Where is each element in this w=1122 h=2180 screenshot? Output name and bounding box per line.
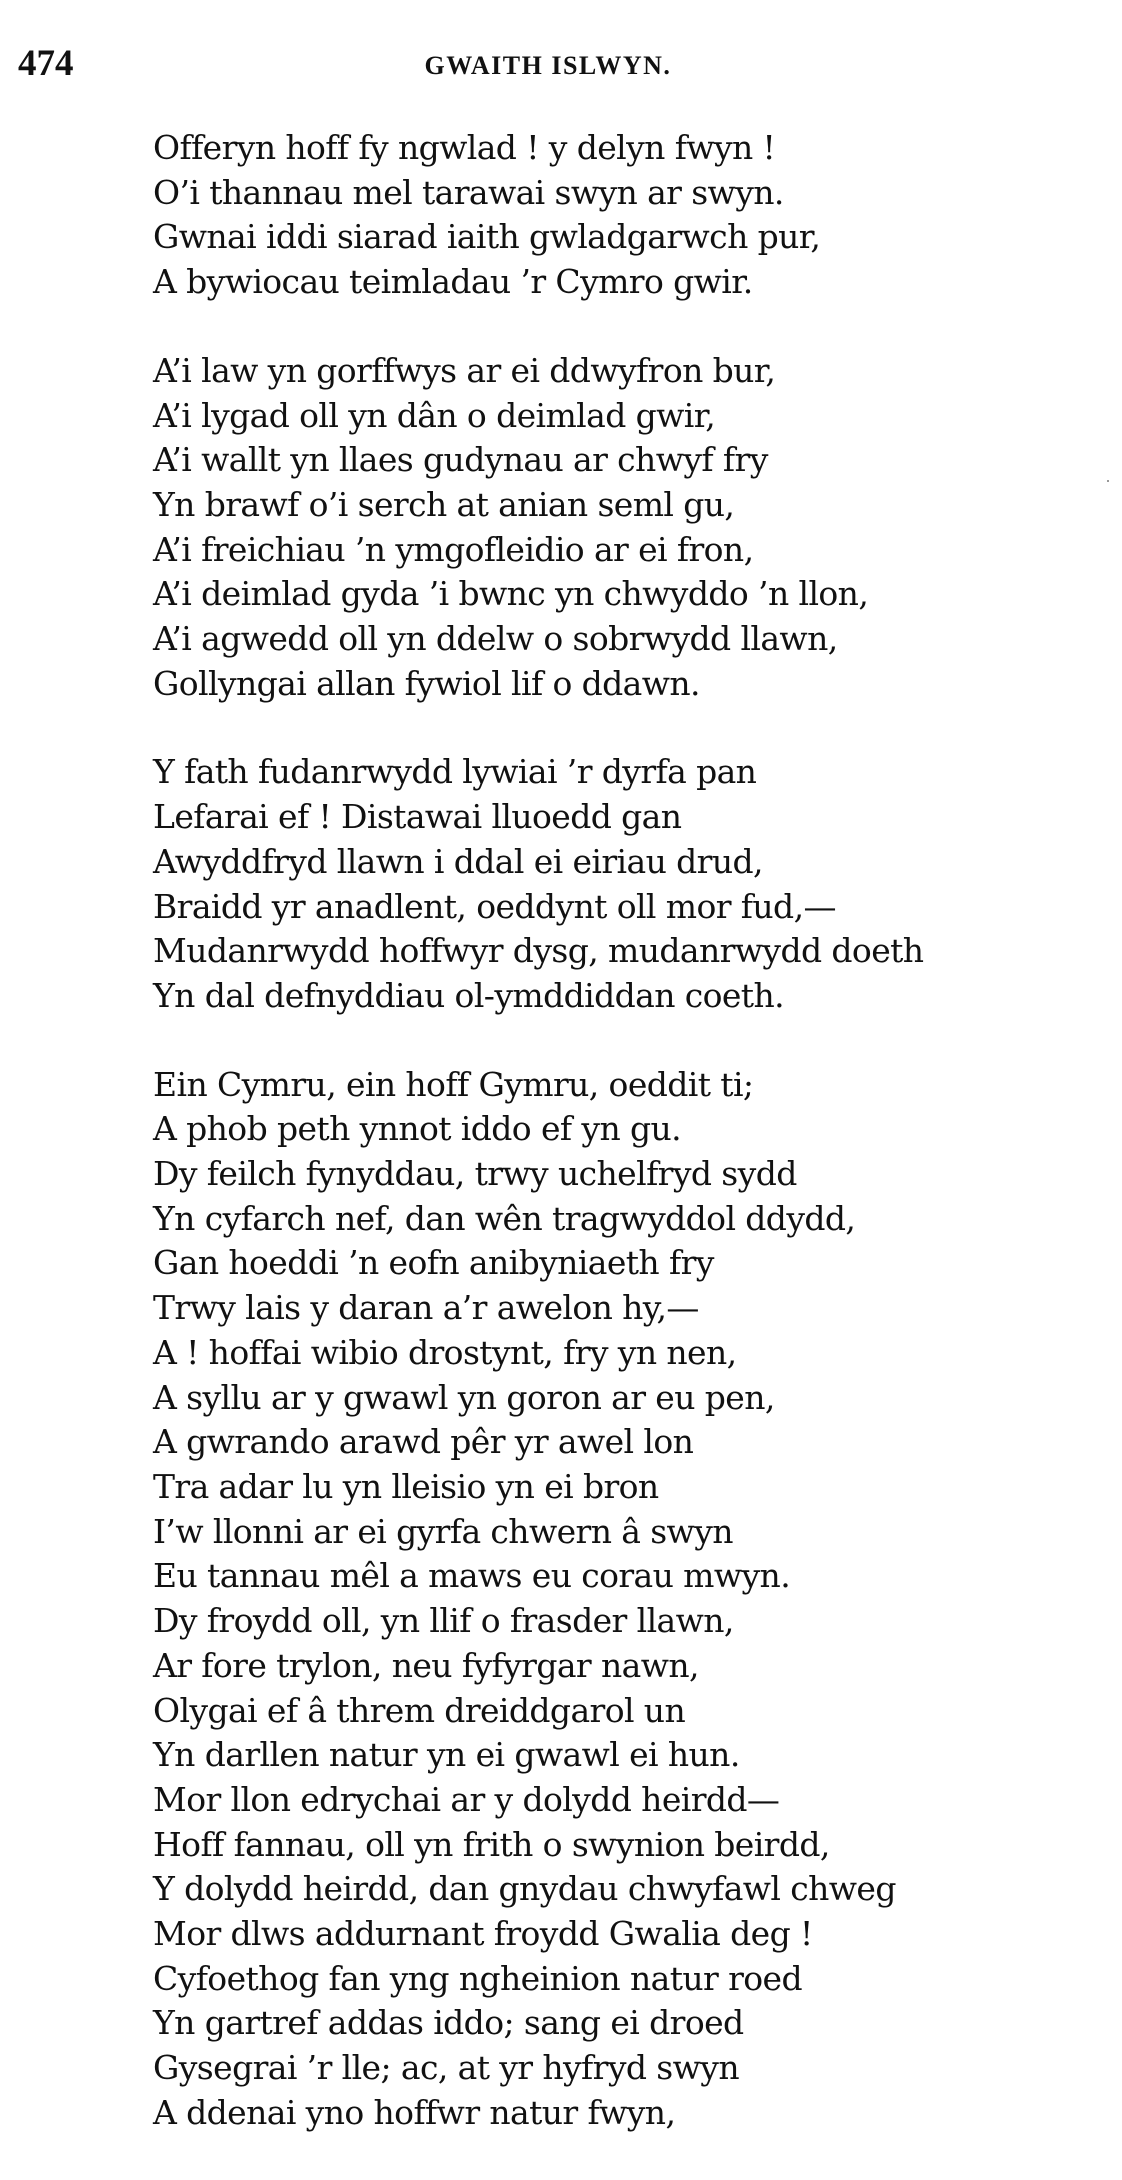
poem-line: Offeryn hoff fy ngwlad ! y delyn fwyn ! <box>153 128 776 167</box>
poem-line: A ! hoffai wibio drostynt, fry yn nen, <box>153 1332 737 1372</box>
poem-line: A’i deimlad gyda ’i bwnc yn chwyddo ’n llon, <box>153 574 869 614</box>
stanza <box>153 750 1113 1018</box>
poem-line: A’i lygad oll yn dân o deimlad gwir, <box>153 395 716 435</box>
poem-line: Lefarai ef ! Distawai lluoedd gan <box>153 797 682 837</box>
stanza <box>153 126 1113 305</box>
poem-line: Mudanrwydd hoffwyr dysg, mudanrwydd doeth <box>153 931 924 971</box>
margin-speck <box>1107 480 1109 482</box>
poem-line: Y fath fudanrwydd lywiai ’r dyrfa pan <box>153 752 757 792</box>
poem-line: Y dolydd heirdd, dan gnydau chwyfawl chweg <box>153 1869 896 1909</box>
stanza <box>153 1063 1113 2136</box>
poem-line: Braidd yr anadlent, oeddynt oll mor fud,— <box>153 886 836 926</box>
poem-line: A’i agwedd oll yn ddelw o sobrwydd llawn, <box>153 619 838 659</box>
poem-line: Dy froydd oll, yn llif o frasder llawn, <box>153 1601 734 1641</box>
poem-line: Gollyngai allan fywiol lif o ddawn. <box>153 663 700 703</box>
poem-line: A’i freichiau ’n ymgofleidio ar ei fron, <box>153 529 754 569</box>
poem-line: Dy feilch fynyddau, trwy uchelfryd sydd <box>153 1154 797 1194</box>
poem-line: Cyfoethog fan yng ngheinion natur roed <box>153 1958 802 1998</box>
poem-line: Olygai ef â threm dreiddgarol un <box>153 1690 686 1730</box>
poem-line: A phob peth ynnot iddo ef yn gu. <box>153 1109 682 1149</box>
poem-line: Hoff fannau, oll yn frith o swynion beirdd, <box>153 1824 830 1864</box>
poem-line: A ddenai yno hoffwr natur fwyn, <box>153 2092 676 2132</box>
page-number: 474 <box>18 43 74 84</box>
poem-line: A gwrando arawd pêr yr awel lon <box>153 1422 694 1462</box>
poem-line: Trwy lais y daran a’r awelon hy,— <box>153 1288 699 1328</box>
poem-line: Mor dlws addurnant froydd Gwalia deg ! <box>153 1914 813 1954</box>
poem-line: Yn dal defnyddiau ol-ymddiddan coeth. <box>153 975 785 1015</box>
stanza <box>153 349 1113 707</box>
running-title: GWAITH ISLWYN. <box>424 51 672 80</box>
poem-line: Yn brawf o’i serch at anian seml gu, <box>153 484 735 524</box>
poem-line: Tra adar lu yn lleisio yn ei bron <box>153 1466 659 1506</box>
poem-line: I’w llonni ar ei gyrfa chwern â swyn <box>153 1511 733 1551</box>
poem-line: Eu tannau mêl a maws eu corau mwyn. <box>153 1556 791 1596</box>
poem-line: Awyddfryd llawn i ddal ei eiriau drud, <box>153 841 763 881</box>
poem-line: Yn gartref addas iddo; sang ei droed <box>153 2003 744 2043</box>
poem-line: A syllu ar y gwawl yn goron ar eu pen, <box>153 1377 775 1417</box>
poem-line: Ar fore trylon, neu fyfyrgar nawn, <box>153 1645 699 1685</box>
poem-line: Yn darllen natur yn ei gwawl ei hun. <box>153 1735 740 1775</box>
poem-line: Ein Cymru, ein hoff Gymru, oeddit ti; <box>153 1064 754 1104</box>
poem-line: Gan hoeddi ’n eofn anibyniaeth fry <box>153 1243 714 1283</box>
poem-line: A’i wallt yn llaes gudynau ar chwyf fry <box>153 440 768 480</box>
poem-body <box>153 126 1113 2180</box>
poem-line: Mor llon edrychai ar y dolydd heirdd— <box>153 1779 780 1819</box>
poem-line: Yn cyfarch nef, dan wên tragwyddol ddydd, <box>153 1198 856 1238</box>
poem-line: A bywiocau teimladau ’r Cymro gwir. <box>153 262 753 302</box>
page-header <box>18 42 1078 86</box>
poem-line: A’i law yn gorffwys ar ei ddwyfron bur, <box>153 350 776 390</box>
poem-line: O’i thannau mel tarawai swyn ar swyn. <box>153 172 784 212</box>
poem-line: Gysegrai ’r lle; ac, at yr hyfryd swyn <box>153 2048 739 2088</box>
poem-line: Gwnai iddi siarad iaith gwladgarwch pur, <box>153 217 821 257</box>
